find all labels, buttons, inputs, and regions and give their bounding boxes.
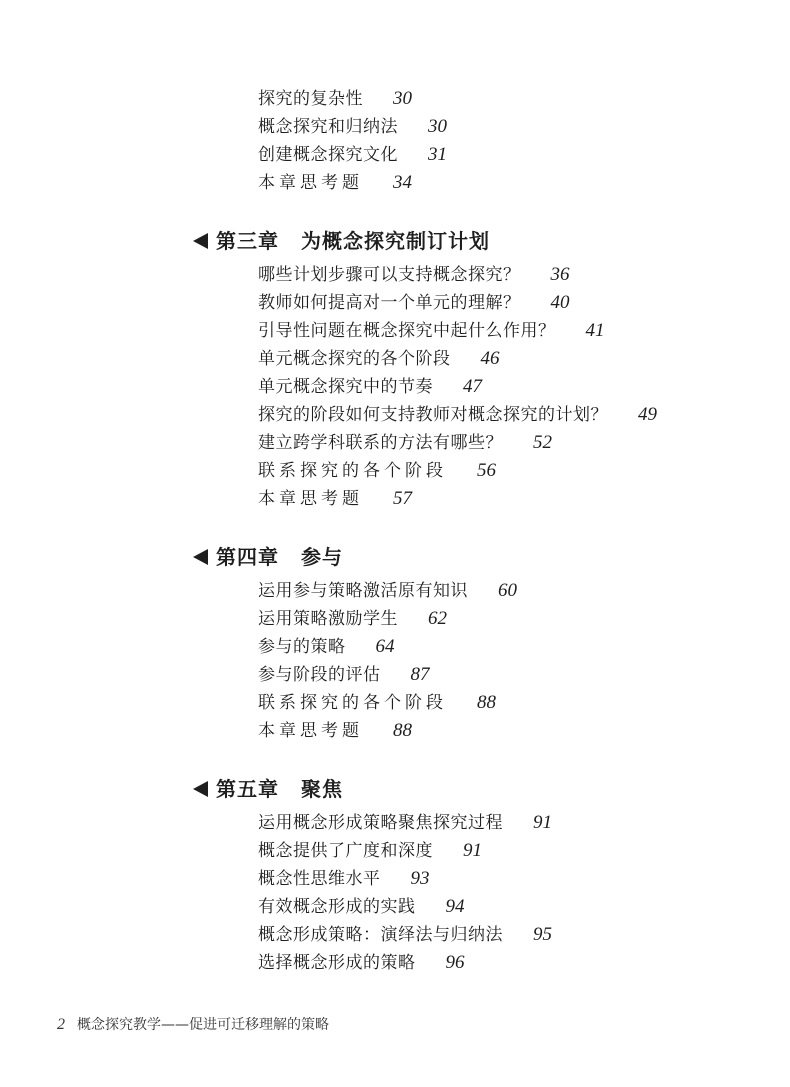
- entry-page-number: 46: [480, 348, 500, 369]
- chapter-title: 聚焦: [301, 777, 343, 801]
- footer-book-title: 概念探究教学——促进可迁移理解的策略: [77, 1017, 329, 1033]
- toc-entry[interactable]: [258, 606, 447, 632]
- entry-page-number: 60: [498, 580, 517, 601]
- toc-entry[interactable]: [258, 86, 412, 112]
- entry-title: 哪些计划步骤可以支持概念探究？: [258, 265, 521, 285]
- entry-page-number: 31: [428, 144, 447, 165]
- toc-entry[interactable]: [258, 690, 496, 716]
- toc-entry[interactable]: [258, 402, 657, 428]
- entry-page-number: 57: [393, 488, 412, 509]
- toc-entry[interactable]: [258, 170, 412, 196]
- chapter-title: 为概念探究制订计划: [301, 229, 490, 253]
- entry-title: 探究的阶段如何支持教师对概念探究的计划？: [258, 405, 608, 425]
- toc-entry[interactable]: [258, 142, 447, 168]
- entry-title: 运用策略激励学生: [258, 609, 398, 629]
- entry-title: 探究的复杂性: [258, 89, 363, 109]
- chapter-number: 第三章: [216, 229, 279, 253]
- entry-title: 概念形成策略：演绎法与归纳法: [258, 925, 503, 945]
- entry-title: 参与的策略: [258, 637, 346, 657]
- triangle-left-icon: [193, 233, 208, 249]
- toc-entry[interactable]: [258, 486, 412, 512]
- chapter-heading-4[interactable]: [193, 542, 343, 572]
- entry-title: 本章思考题: [258, 489, 363, 509]
- entry-page-number: 96: [445, 952, 465, 973]
- entry-page-number: 91: [533, 812, 552, 833]
- toc-entry[interactable]: [258, 458, 496, 484]
- entry-title: 联系探究的各个阶段: [258, 461, 447, 481]
- entry-title: 本章思考题: [258, 721, 363, 741]
- toc-entry[interactable]: [258, 662, 430, 688]
- entry-title: 运用参与策略激活原有知识: [258, 581, 468, 601]
- toc-entry[interactable]: [258, 894, 465, 920]
- entry-title: 概念探究和归纳法: [258, 117, 398, 137]
- entry-page-number: 88: [477, 692, 496, 713]
- toc-entry[interactable]: [258, 374, 482, 400]
- entry-title: 参与阶段的评估: [258, 665, 381, 685]
- entry-page-number: 94: [445, 896, 465, 917]
- entry-page-number: 47: [463, 376, 482, 397]
- entry-title: 概念性思维水平: [258, 869, 381, 889]
- entry-page-number: 30: [428, 116, 447, 137]
- entry-page-number: 52: [533, 432, 552, 453]
- entry-page-number: 36: [550, 264, 570, 285]
- triangle-left-icon: [193, 549, 208, 565]
- chapter-title: 参与: [301, 545, 343, 569]
- chapter-number: 第五章: [216, 777, 279, 801]
- entry-title: 单元概念探究中的节奏: [258, 377, 433, 397]
- entry-title: 单元概念探究的各个阶段: [258, 349, 451, 369]
- entry-page-number: 62: [428, 608, 447, 629]
- entry-page-number: 93: [410, 868, 430, 889]
- toc-entry[interactable]: [258, 866, 430, 892]
- chapter-heading-5[interactable]: [193, 774, 343, 804]
- footer-page-number: 2: [57, 1016, 65, 1033]
- entry-title: 建立跨学科联系的方法有哪些？: [258, 433, 503, 453]
- entry-page-number: 56: [477, 460, 496, 481]
- entry-title: 本章思考题: [258, 173, 363, 193]
- entry-page-number: 88: [393, 720, 412, 741]
- entry-page-number: 95: [533, 924, 552, 945]
- entry-title: 引导性问题在概念探究中起什么作用？: [258, 321, 556, 341]
- entry-page-number: 34: [393, 172, 412, 193]
- entry-title: 有效概念形成的实践: [258, 897, 416, 917]
- toc-entry[interactable]: [258, 810, 552, 836]
- toc-entry[interactable]: [258, 346, 500, 372]
- entry-title: 概念提供了广度和深度: [258, 841, 433, 861]
- entry-page-number: 41: [585, 320, 605, 341]
- toc-entry[interactable]: [258, 950, 465, 976]
- toc-entry[interactable]: [258, 578, 517, 604]
- toc-entry[interactable]: [258, 634, 395, 660]
- toc-entry[interactable]: [258, 922, 552, 948]
- chapter-heading-3[interactable]: [193, 226, 490, 256]
- entry-page-number: 40: [550, 292, 570, 313]
- entry-page-number: 91: [463, 840, 482, 861]
- toc-entry[interactable]: [258, 290, 570, 316]
- entry-title: 运用概念形成策略聚焦探究过程: [258, 813, 503, 833]
- toc-entry[interactable]: [258, 718, 412, 744]
- entry-title: 联系探究的各个阶段: [258, 693, 447, 713]
- entry-title: 选择概念形成的策略: [258, 953, 416, 973]
- entry-title: 教师如何提高对一个单元的理解？: [258, 293, 521, 313]
- entry-page-number: 64: [375, 636, 395, 657]
- entry-title: 创建概念探究文化: [258, 145, 398, 165]
- chapter-number: 第四章: [216, 545, 279, 569]
- toc-entry[interactable]: [258, 838, 482, 864]
- page-footer: [57, 1014, 329, 1034]
- entry-page-number: 87: [410, 664, 430, 685]
- toc-entry[interactable]: [258, 430, 552, 456]
- entry-page-number: 30: [393, 88, 412, 109]
- triangle-left-icon: [193, 781, 208, 797]
- toc-entry[interactable]: [258, 114, 447, 140]
- entry-page-number: 49: [638, 404, 657, 425]
- toc-entry[interactable]: [258, 318, 605, 344]
- toc-entry[interactable]: [258, 262, 570, 288]
